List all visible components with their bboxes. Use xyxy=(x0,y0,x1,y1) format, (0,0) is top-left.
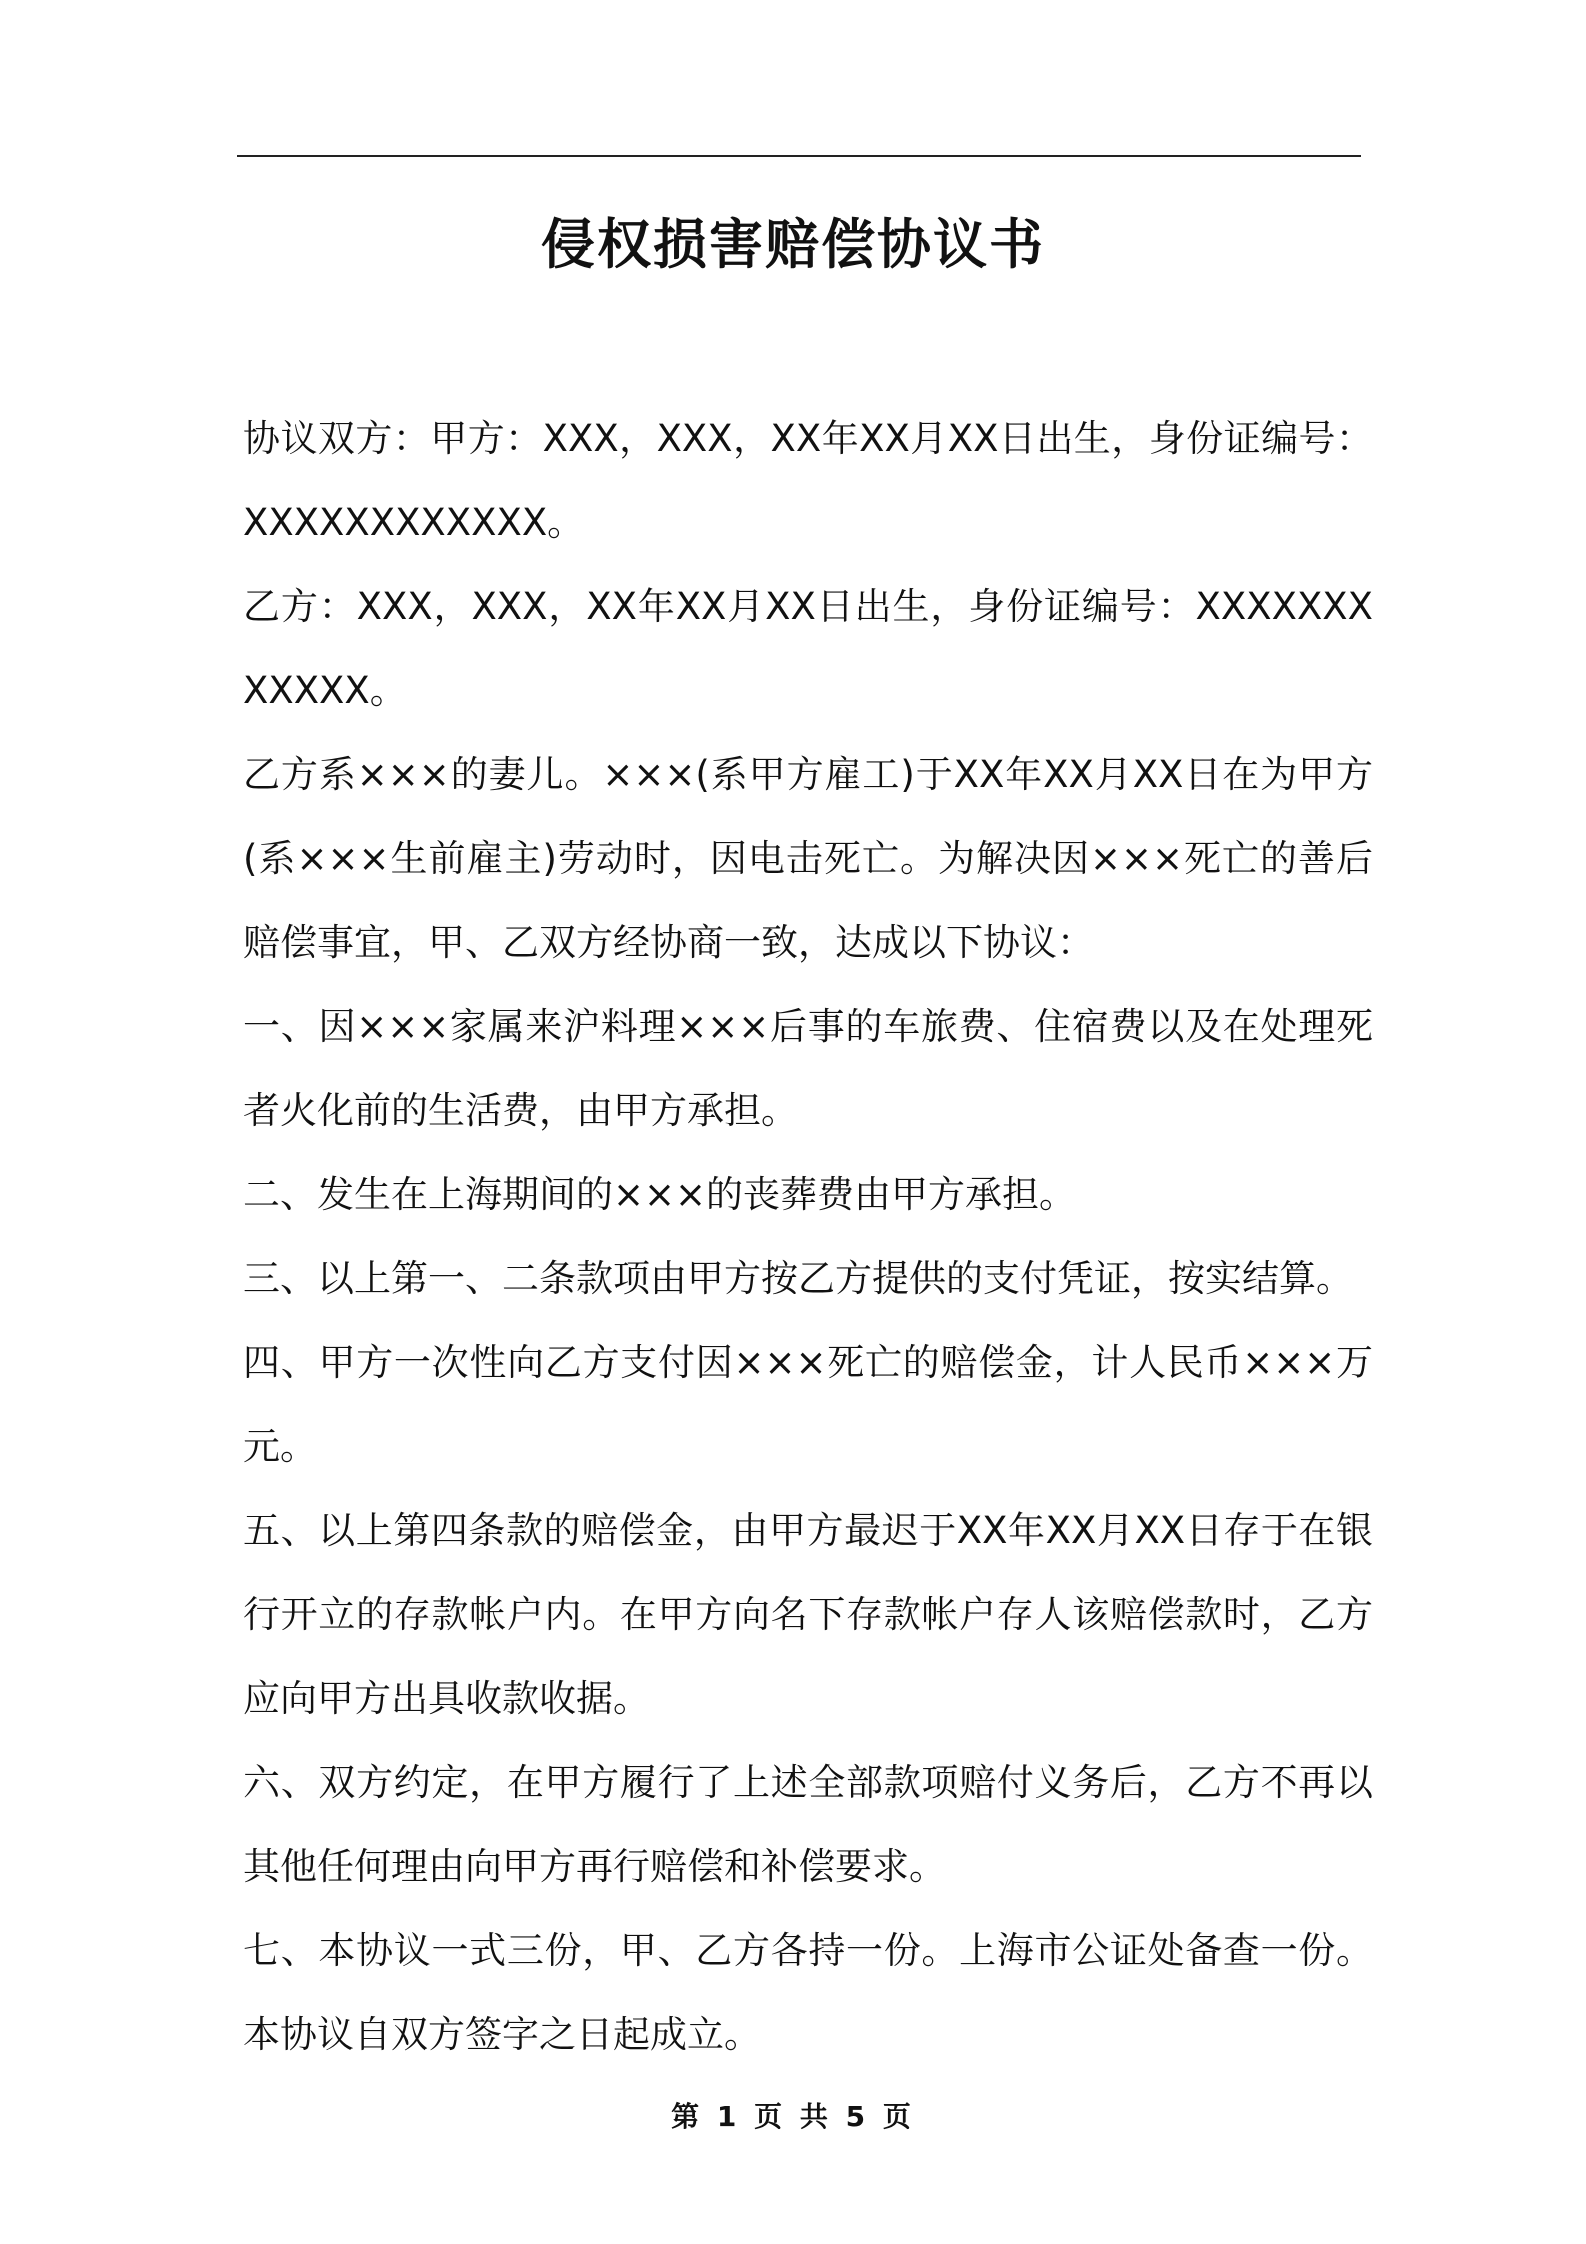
document-body xyxy=(243,397,1373,2077)
paragraph-parties-a: 协议双方：甲方：XXX，XXX，XX年XX月XX日出生，身份证编号：XXXXXXXXXXXX。 xyxy=(243,417,1373,544)
clause-3: 三、以上第一、二条款项由甲方按乙方提供的支付凭证，按实结算。 xyxy=(243,1257,1353,1300)
clause-5: 五、以上第四条款的赔偿金，由甲方最迟于XX年XX月XX日存于在银行开立的存款帐户内。在甲方向名下存款帐户存人该赔偿款时，乙方应向甲方出具收款收据。 xyxy=(243,1509,1373,1720)
page-number-footer: 第 1 页 共 5 页 xyxy=(671,2100,915,2133)
clause-1: 一、因×××家属来沪料理×××后事的车旅费、住宿费以及在处理死者火化前的生活费，由甲方承担。 xyxy=(243,1005,1373,1132)
clause-7: 七、本协议一式三份，甲、乙方各持一份。上海市公证处备查一份。本协议自双方签字之日起成立。 xyxy=(243,1929,1373,2056)
paragraph-background: 乙方系×××的妻儿。×××(系甲方雇工)于XX年XX月XX日在为甲方(系×××生前雇主)劳动时，因电击死亡。为解决因×××死亡的善后赔偿事宜，甲、乙双方经协商一致，达成以下协议： xyxy=(243,753,1373,964)
paragraph-parties-b: 乙方：XXX，XXX，XX年XX月XX日出生，身份证编号：XXXXXXXXXXXX。 xyxy=(243,585,1373,712)
clause-6: 六、双方约定，在甲方履行了上述全部款项赔付义务后，乙方不再以其他任何理由向甲方再行赔偿和补偿要求。 xyxy=(243,1761,1373,1888)
clause-4: 四、甲方一次性向乙方支付因×××死亡的赔偿金，计人民币×××万元。 xyxy=(243,1341,1373,1468)
document-title: 侵权损害赔偿协议书 xyxy=(541,213,1045,276)
clause-2: 二、发生在上海期间的×××的丧葬费由甲方承担。 xyxy=(243,1173,1077,1216)
header-divider xyxy=(237,155,1361,157)
